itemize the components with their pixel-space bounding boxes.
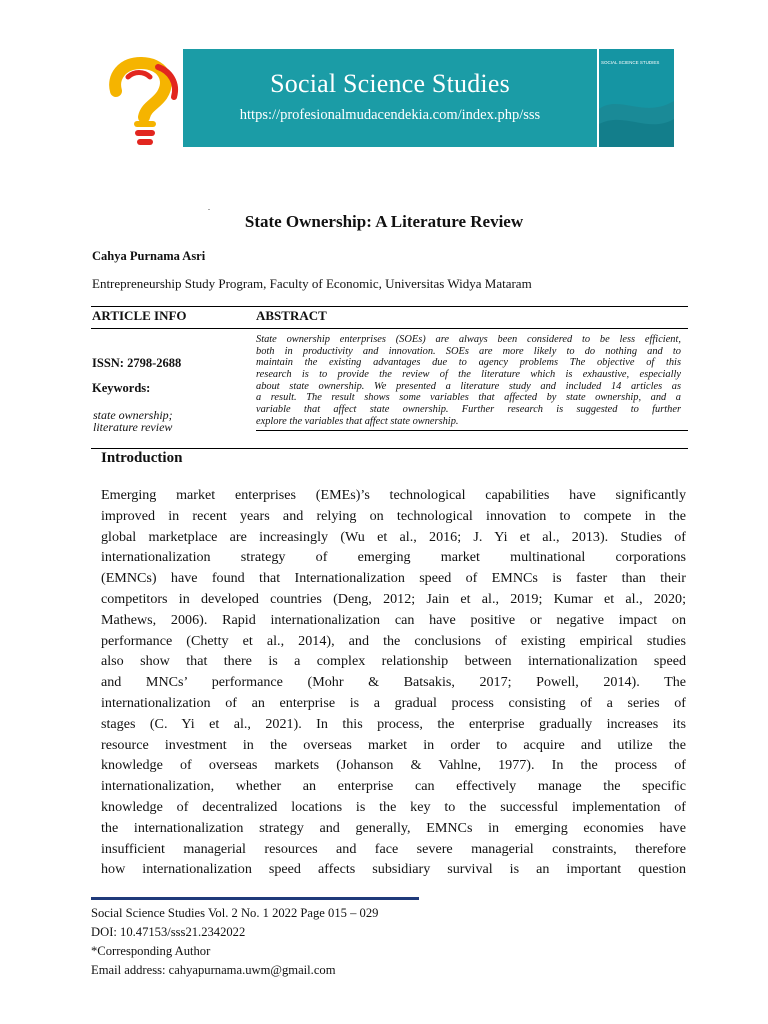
footer-doi[interactable]: DOI: 10.47153/sss21.2342022 bbox=[91, 925, 246, 939]
introduction-body bbox=[101, 485, 686, 880]
article-title: State Ownership: A Literature Review bbox=[244, 212, 524, 231]
body-line: internationalization of an enterprise is a gradual process consisting of a series of bbox=[101, 694, 686, 711]
journal-cover-thumbnail bbox=[599, 49, 674, 147]
abstract-line: research is to provide the review of the literature which is exhaustive, especially bbox=[256, 369, 681, 381]
keyword-item: literature review bbox=[93, 420, 173, 434]
body-line: also show that there is a complex relationship between internationalization speed bbox=[101, 653, 686, 670]
footer-email[interactable]: Email address: cahyapurnama.uwm@gmail.com bbox=[91, 963, 336, 977]
body-line: knowledge of decentralized locations is the key to the successful implementation of bbox=[101, 798, 686, 815]
journal-banner bbox=[183, 49, 597, 147]
body-line: and MNCs’ performance (Mohr & Batsakis, 2017; Powell, 2014). The bbox=[101, 674, 686, 691]
body-line: improved in recent years and relying on technological innovation to compete in the bbox=[101, 507, 686, 524]
body-line: competitors in developed countries (Deng, 2012; Jain et al., 2019; Kumar et al., 2020; bbox=[101, 590, 686, 607]
keywords-label: Keywords: bbox=[92, 381, 151, 395]
body-line: performance (Chetty et al., 2014), and the conclusions of existing empirical studies bbox=[101, 632, 686, 649]
abstract-line: maintain the existing advantages due to agency problems The objective of this bbox=[256, 357, 681, 369]
article-info-heading: ARTICLE INFO bbox=[92, 308, 187, 323]
journal-logo bbox=[100, 55, 182, 150]
stray-mark: . bbox=[208, 203, 210, 212]
keyword-item: state ownership; bbox=[93, 408, 173, 422]
author-affiliation: Entrepreneurship Study Program, Faculty of Economic, Universitas Widya Mataram bbox=[92, 276, 532, 291]
table-bottom-rule bbox=[91, 448, 688, 449]
abstract-line: explore the variables that affect state ownership. bbox=[256, 415, 459, 427]
body-line: Emerging market enterprises (EMEs)’s technological capabilities have significantly bbox=[101, 487, 686, 503]
body-line: how internationalization speed affects subsidiary survival is an important question bbox=[101, 861, 686, 878]
cover-title: SOCIAL SCIENCE STUDIES bbox=[601, 60, 660, 65]
article-author: Cahya Purnama Asri bbox=[92, 249, 206, 263]
body-line: global marketplace are increasingly (Wu et al., 2016; J. Yi et al., 2013). Studies of bbox=[101, 528, 686, 545]
body-line: insufficient managerial resources and face severe managerial constraints, therefore bbox=[101, 840, 686, 857]
introduction-heading: Introduction bbox=[101, 450, 183, 466]
body-line: (EMNCs) have found that Internationalization speed of EMNCs is faster than their bbox=[101, 570, 686, 587]
table-top-rule bbox=[91, 306, 688, 307]
abstract-heading: ABSTRACT bbox=[256, 308, 327, 323]
abstract-line: State ownership enterprises (SOEs) are always been considered to be less efficient, bbox=[256, 334, 681, 345]
body-line: internationalization, whether an enterprise can effectively manage the specific bbox=[101, 778, 686, 795]
abstract-text bbox=[256, 334, 681, 428]
footer-citation: Social Science Studies Vol. 2 No. 1 2022 Page 015 – 029 bbox=[91, 906, 379, 920]
abstract-line: about state ownership. We presented a literature study and included 14 articles as bbox=[256, 380, 681, 392]
journal-url[interactable]: https://profesionalmudacendekia.com/index.php/sss bbox=[239, 107, 541, 123]
body-line: resource investment in the overseas market in order to acquire and utilize the bbox=[101, 736, 686, 753]
footer-rule bbox=[91, 897, 419, 900]
body-line: internationalization strategy of emerging market multinational corporations bbox=[101, 549, 686, 566]
journal-name: Social Science Studies bbox=[270, 69, 510, 98]
issn: ISSN: 2798-2688 bbox=[92, 356, 182, 370]
abstract-line: variable that affect state ownership. Further research is suggested to further bbox=[256, 404, 681, 416]
body-line: knowledge of overseas markets (Johanson & Vahlne, 1977). In the process of bbox=[101, 757, 686, 774]
table-header-rule bbox=[91, 328, 688, 329]
abstract-line: both in productivity and innovation. SOEs are more likely to do nothing and to bbox=[256, 345, 681, 357]
body-line: the internationalization strategy and generally, EMNCs in emerging economies have bbox=[101, 819, 686, 836]
abstract-rule-1 bbox=[256, 430, 688, 431]
footer-corresponding: *Corresponding Author bbox=[91, 944, 211, 958]
abstract-line: a result. The result shows some variables that affected by state ownership, and a bbox=[256, 392, 681, 404]
body-line: Mathews, 2006). Rapid internationalization can have positive or negative impact on bbox=[101, 611, 686, 628]
body-line: stages (C. Yi et al., 2021). In this process, the enterprise gradually increases its bbox=[101, 715, 686, 732]
lightbulb-question-icon bbox=[100, 55, 182, 150]
